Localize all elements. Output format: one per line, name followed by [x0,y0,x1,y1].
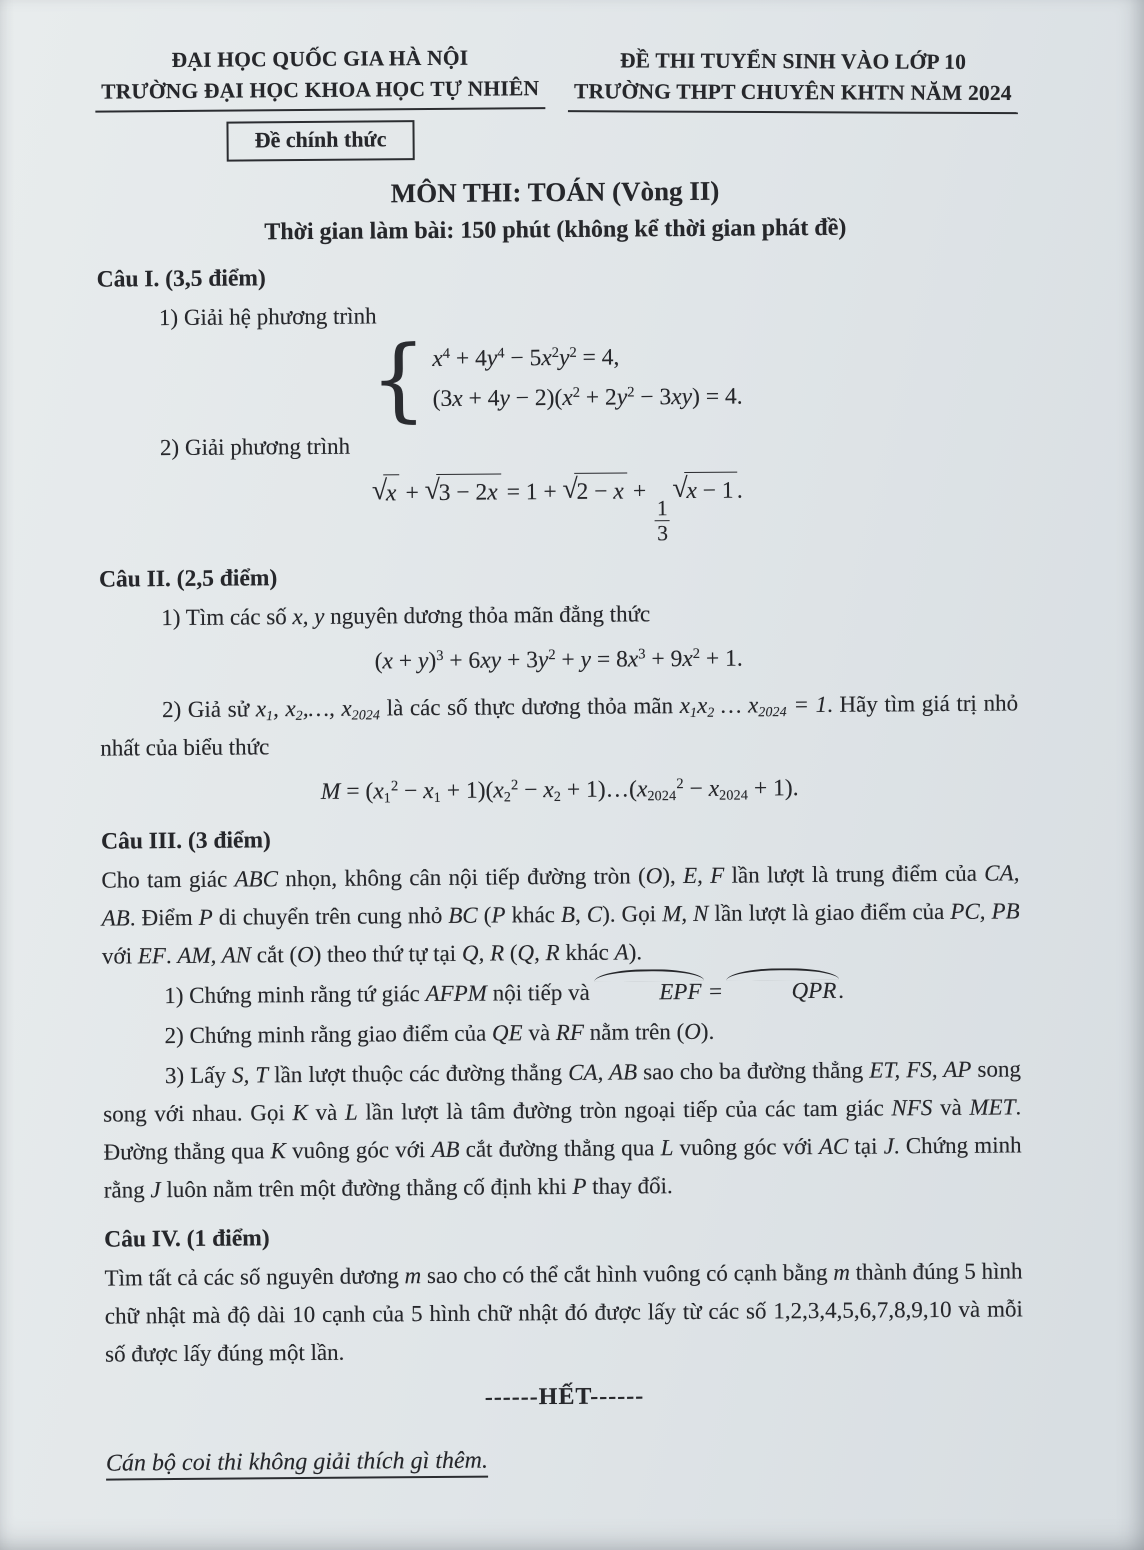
end-marker: ------HẾT------ [484,1383,645,1411]
problem-1-1-label: 1) Giải hệ phương trình [158,303,377,331]
subject-title: MÔN THI: TOÁN (Vòng II) [390,175,720,209]
exam-info-block [545,39,1041,114]
proctor-note: Cán bộ coi thi không giải thích gì thêm. [106,1444,1024,1478]
system-brace: { [370,325,427,432]
section-heading: Câu I. (3,5 điểm) [96,265,266,293]
issuer-line-1: ĐẠI HỌC QUỐC GIA HÀ NỘI [171,45,469,73]
section-cau-1 [97,255,1017,549]
section-cau-3 [101,818,1022,1210]
system-line-2: $(3x + 4y - 2)(x^2 + 2y^2 - 3xy) = 4$. [432,383,743,412]
official-exam-stamp: Đề chính thức [227,120,415,161]
equation-product-M: $M = (x_1^2 - x_1 + 1)(x_2^2 - x_2$ + $1)\dots(x_{2024}^2 - x_{2024} + 1)$. [320,775,799,807]
problem-3-1-statement: 1) Chứng minh rằng tứ giác AFPM nội tiếp và EPF = QPR. [102,971,1020,1016]
problem-2-1-statement: 1) Tìm các số x, y nguyên dương thỏa mãn đẳng thức [161,601,651,631]
section-cau-4 [104,1216,1023,1374]
problem-2-2-statement: 2) Giả sử $x_1$, $x_2,\dots$, $x_{2024}$ là các số thực dương thỏa mãn $x_1x_2$ … $x_{2024} = 1$. Hãy tìm giá trị nhỏ nhất của biểu thức [100,690,1019,761]
duration-note: Thời gian làm bài: 150 phút (không kể thời gian phát đề) [264,214,847,246]
problem-4-statement: Tìm tất cả các số nguyên dương m sao cho có thể cắt hình vuông có cạnh bằng m thành đúng 5 hình chữ nhật mà độ dài 10 cạnh của 5 hình chữ nhật đó được lấy từ các số 1,2,3,4,5,6,7,8,9,10 và mỗi số được lấy đúng một lần. [104,1258,1023,1367]
problem-3-3-statement: 3) Lấy S, T lần lượt thuộc các đường thẳng CA, AB sao cho ba đường thẳng ET, FS, AP song song với nhau. Gọi K và L lần lượt là tâm đường tròn ngoại tiếp của các tam giác NFS và MET. Đường thẳng qua K vuông góc với AB cắt đường thẳng qua L vuông góc với AC tại J. Chứng minh rằng J luôn nằm trên một đường thẳng cố định khi P thay đổi. [103,1056,1022,1203]
equation-identity: $(x + y)^3 + 6xy + 3y^2 + y = 8x^3 + 9x^2 + 1$. [374,645,743,675]
exam-title-line-2: TRƯỜNG THPT CHUYÊN KHTN NĂM 2024 [568,76,1018,114]
document-header [95,38,1014,162]
section-cau-2 [99,556,1019,812]
issuer-line-2: TRƯỜNG ĐẠI HỌC KHOA HỌC TỰ NHIÊN [95,73,545,113]
section-heading: Câu III. (3 điểm) [100,827,271,855]
exam-title-line-1: ĐỀ THI TUYỂN SINH VÀO LỚP 10 [619,48,967,74]
problem-3-2-statement: 2) Chứng minh rằng giao điểm của QE và RF nằm trên (O). [164,1019,715,1049]
equation-system [97,325,1016,432]
problem-3-intro: Cho tam giác ABC nhọn, không cân nội tiếp đường tròn (O), E, F lần lượt là trung điểm của CA, AB. Điểm P di chuyển trên cung nhỏ BC (P khác B, C). Gọi M, N lần lượt là giao điểm của PC, PB với EF. AM, AN cắt (O) theo thứ tự tại Q, R (Q, R khác A). [101,860,1020,969]
equation-radicals: √ x + √ 3 − 2x = 1 + √ 2 − x + $\frac{1}{3}$ √ x − 1 . [98,468,1017,550]
problem-1-2-label: 2) Giải phương trình [159,433,351,461]
section-heading: Câu II. (2,5 điểm) [98,565,278,593]
system-line-1: $x^4 + 4y^4 - 5x^2y^2 = 4$, [432,344,620,372]
issuer-block [95,42,546,163]
section-heading: Câu IV. (1 điểm) [104,1225,270,1253]
